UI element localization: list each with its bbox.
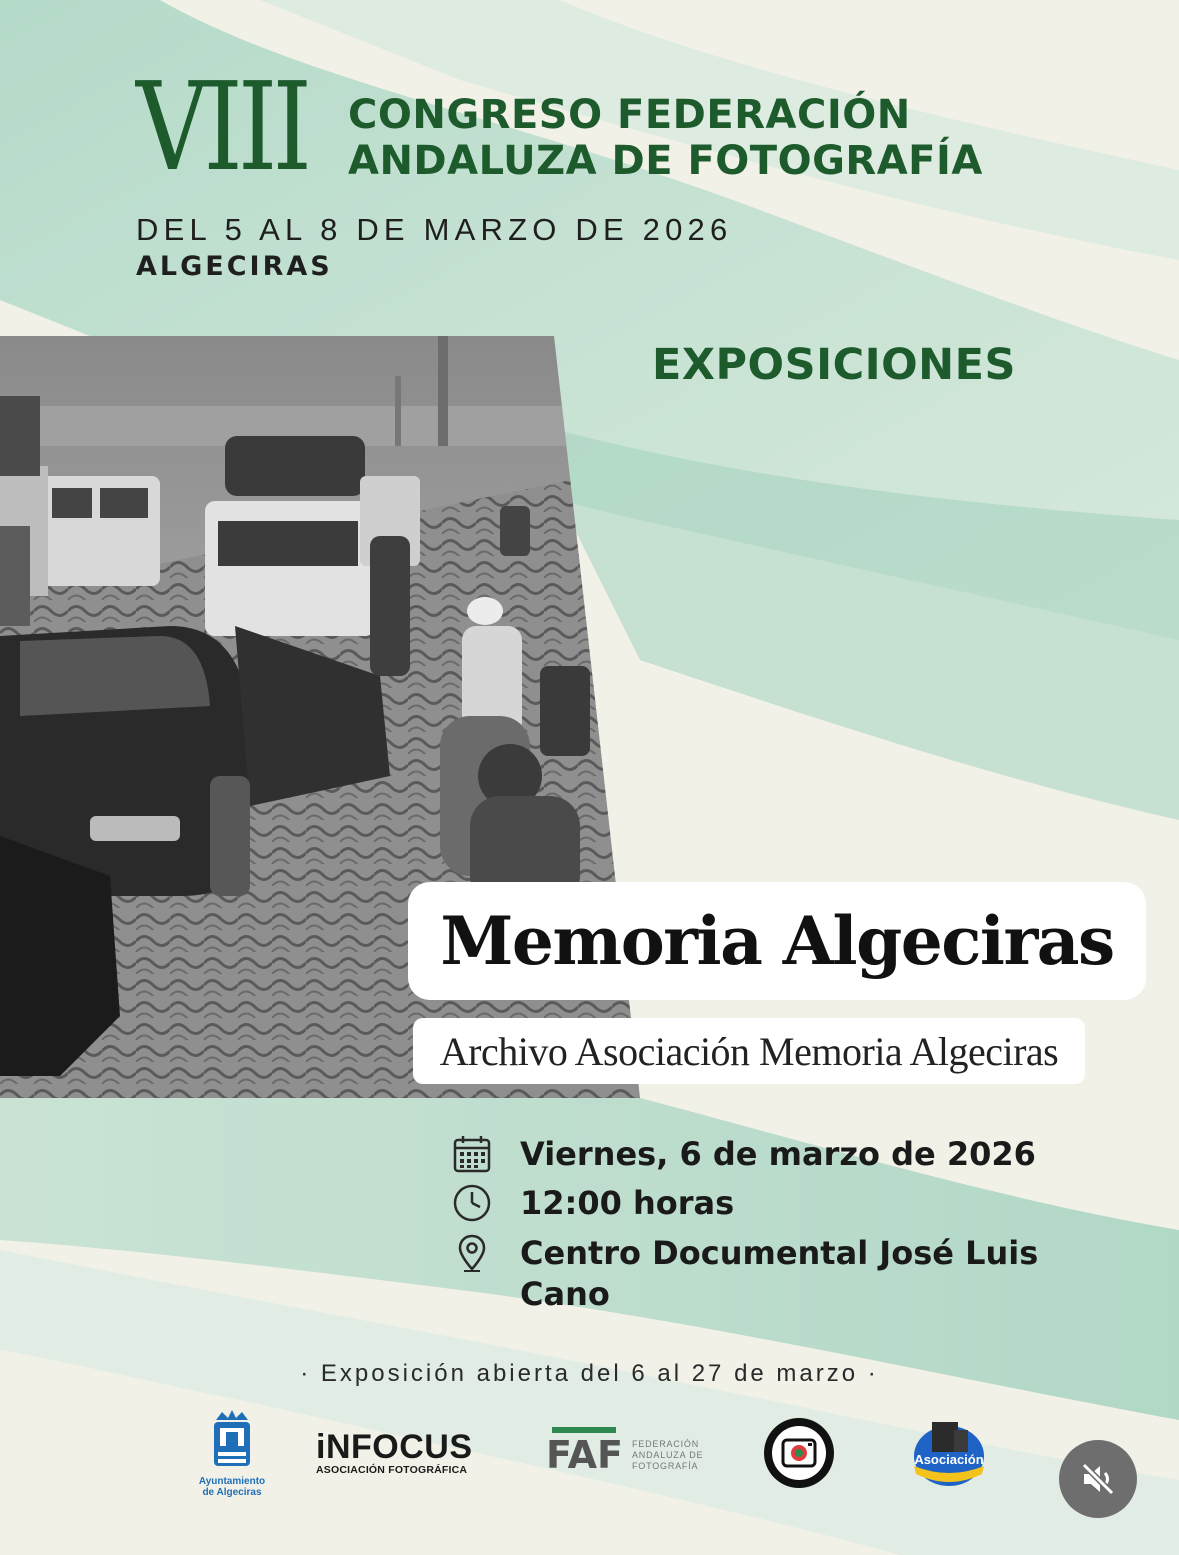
infocus-name: iNFOCUS [316, 1428, 473, 1466]
event-venue-line2: Cano [520, 1275, 610, 1313]
congress-title-line2: ANDALUZA DE FOTOGRAFÍA [348, 138, 983, 184]
faf-label-line2: ANDALUZA DE [632, 1449, 704, 1460]
event-date: Viernes, 6 de marzo de 2026 [520, 1135, 1036, 1173]
faf-name: FAF [546, 1433, 623, 1477]
faf-label-line3: FOTOGRAFÍA [632, 1460, 699, 1471]
camera-aperture-icon [762, 1416, 836, 1490]
castle-crest-icon [196, 1410, 268, 1472]
infocus-subtitle: ASOCIACIÓN FOTOGRÁFICA [316, 1464, 468, 1476]
congress-dates: DEL 5 AL 8 DE MARZO DE 2026 [136, 212, 733, 247]
faf-logo [546, 1426, 706, 1484]
ayuntamiento-label-line1: Ayuntamiento [198, 1476, 266, 1487]
event-venue [520, 1233, 1080, 1315]
calendar-icon [452, 1134, 492, 1174]
congress-title [348, 92, 983, 184]
infocus-logo [316, 1430, 476, 1480]
asociacion-logo [912, 1418, 986, 1490]
exhibition-open-note: · Exposición abierta del 6 al 27 de marzo · [300, 1360, 879, 1387]
detail-time [452, 1183, 1080, 1224]
exhibition-subtitle: Archivo Asociación Memoria Algeciras [439, 1028, 1059, 1074]
congress-city: ALGECIRAS [136, 251, 333, 282]
detail-venue [452, 1233, 1080, 1315]
location-pin-icon [452, 1233, 492, 1273]
exhibition-title-box [408, 882, 1146, 1000]
congress-title-line1: CONGRESO FEDERACIÓN [348, 92, 911, 138]
ayuntamiento-label-line2: de Algeciras [202, 1487, 262, 1498]
exhibition-title: Memoria Algeciras [440, 902, 1114, 980]
faf-label-line1: FEDERACIÓN [632, 1438, 700, 1449]
asociacion-label: Asociación [914, 1452, 984, 1467]
mute-button[interactable] [1059, 1440, 1137, 1518]
event-time: 12:00 horas [520, 1184, 735, 1222]
speaker-muted-icon [1078, 1459, 1118, 1499]
detail-date [452, 1134, 1080, 1175]
ayuntamiento-algeciras-logo [196, 1410, 268, 1496]
exhibition-subtitle-box [413, 1018, 1085, 1084]
section-title: EXPOSICIONES [652, 340, 1017, 390]
congress-edition-numeral: VIII [136, 56, 308, 198]
photo-club-camera-logo [762, 1416, 836, 1490]
event-venue-line1: Centro Documental José Luis [520, 1234, 1039, 1272]
clock-icon [452, 1183, 492, 1223]
